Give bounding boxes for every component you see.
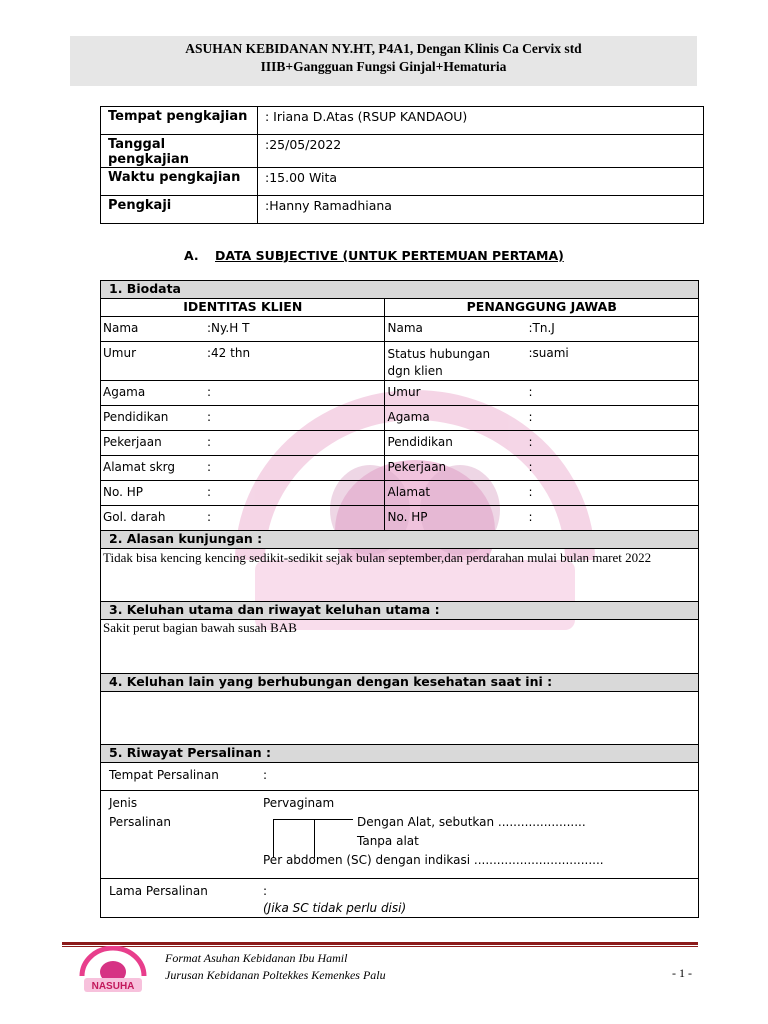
field-value: : — [528, 460, 533, 474]
jenis-label-2: Persalinan — [109, 815, 171, 829]
field-label: Nama — [103, 321, 139, 335]
info-label: Waktu pengkajian — [101, 168, 258, 196]
keluhan-utama-header: 3. Keluhan utama dan riwayat keluhan utama : — [101, 602, 699, 620]
field-label: Pendidikan — [387, 435, 453, 449]
alasan-text: Tidak bisa kencing kencing sedikit-sedikit sejak bulan september,dan perdarahan mulai bulan maret 2022 — [101, 549, 699, 602]
field-value: : — [528, 485, 533, 499]
biodata-table — [100, 280, 699, 918]
field-label: Nama — [387, 321, 423, 335]
logo-text: NASUHA — [91, 981, 135, 992]
title-line-2: IIIB+Gangguan Fungsi Ginjal+Hematuria — [260, 59, 507, 74]
title-line-1: ASUHAN KEBIDANAN NY.HT, P4A1, Dengan Klinis Ca Cervix std — [185, 41, 582, 56]
field-value: :Ny.H T — [207, 321, 250, 335]
opt-tanpa-alat: Tanpa alat — [357, 834, 419, 848]
info-label: Tanggal pengkajian — [101, 135, 258, 168]
field-label: Pekerjaan — [103, 435, 162, 449]
persalinan-header: 5. Riwayat Persalinan : — [101, 745, 699, 763]
alasan-header: 2. Alasan kunjungan : — [101, 531, 699, 549]
info-value: :Hanny Ramadhiana — [258, 196, 704, 224]
jenis-bracket-box — [273, 819, 315, 858]
lama-value: : — [263, 884, 268, 898]
info-value: :15.00 Wita — [258, 168, 704, 196]
keluhan-lain-text — [101, 692, 699, 745]
nasuha-logo-icon — [76, 946, 150, 998]
page-number: - 1 - — [672, 966, 692, 980]
info-label: Pengkaji — [101, 196, 258, 224]
field-label: Status hubungan dgn klien — [387, 347, 491, 378]
biodata-header: 1. Biodata — [101, 281, 699, 299]
jenis-bracket-line — [313, 819, 353, 820]
field-label: Gol. darah — [103, 510, 166, 524]
field-value: : — [207, 510, 212, 524]
section-a-heading — [184, 248, 564, 263]
tempat-value: : — [263, 768, 268, 782]
keluhan-lain-header: 4. Keluhan lain yang berhubungan dengan kesehatan saat ini : — [101, 674, 699, 692]
col-header-client: IDENTITAS KLIEN — [101, 299, 385, 317]
table-row — [101, 456, 699, 481]
field-label: Agama — [387, 410, 430, 424]
field-value: : — [207, 435, 212, 449]
info-row — [101, 196, 704, 224]
field-value: :Tn.J — [528, 321, 555, 335]
field-value: :suami — [528, 346, 569, 360]
keluhan-utama-text: Sakit perut bagian bawah susah BAB — [101, 620, 699, 674]
lama-label: Lama Persalinan — [109, 884, 208, 898]
col-header-guardian: PENANGGUNG JAWAB — [385, 299, 699, 317]
field-value: : — [207, 460, 212, 474]
info-row — [101, 135, 704, 168]
field-label: Agama — [103, 385, 146, 399]
field-value: : — [528, 510, 533, 524]
jenis-label: Jenis — [109, 796, 138, 810]
field-label: Alamat — [387, 485, 431, 499]
tempat-label: Tempat Persalinan — [109, 768, 219, 782]
table-row — [101, 317, 699, 342]
table-row — [101, 481, 699, 506]
footer-divider-thin — [62, 946, 698, 947]
opt-per-abdomen: Per abdomen (SC) dengan indikasi .................................. — [263, 853, 604, 867]
table-row — [101, 431, 699, 456]
assessment-info-table — [100, 106, 704, 224]
table-row — [101, 406, 699, 431]
table-row — [101, 342, 699, 381]
table-row — [101, 506, 699, 531]
field-label: No. HP — [103, 485, 143, 499]
field-value: : — [528, 435, 533, 449]
field-label: Alamat skrg — [103, 460, 175, 474]
field-value: : — [207, 385, 212, 399]
field-label: Pendidikan — [103, 410, 169, 424]
field-label: Umur — [103, 346, 137, 360]
field-label: No. HP — [387, 510, 428, 524]
table-row — [101, 381, 699, 406]
footer-line-2: Jurusan Kebidanan Poltekkes Kemenkes Palu — [165, 968, 386, 982]
info-label: Tempat pengkajian — [101, 107, 258, 135]
field-value: : — [528, 410, 533, 424]
footer-divider — [62, 942, 698, 945]
opt-pervaginam: Pervaginam — [263, 796, 335, 810]
info-row — [101, 107, 704, 135]
info-row — [101, 168, 704, 196]
field-value: :42 thn — [207, 346, 251, 360]
info-value: :25/05/2022 — [258, 135, 704, 168]
field-label: Pekerjaan — [387, 460, 447, 474]
document-title — [70, 36, 697, 86]
field-value: : — [528, 385, 533, 399]
field-value: : — [207, 485, 212, 499]
lama-note: (Jika SC tidak perlu disi) — [263, 901, 407, 915]
section-title: DATA SUBJECTIVE (UNTUK PERTEMUAN PERTAMA) — [215, 248, 564, 263]
footer-text — [165, 950, 386, 984]
field-value: : — [207, 410, 212, 424]
info-value: : Iriana D.Atas (RSUP KANDAOU) — [258, 107, 704, 135]
field-label: Umur — [387, 385, 421, 399]
section-number: A. — [184, 248, 199, 263]
footer-line-1: Format Asuhan Kebidanan Ibu Hamil — [165, 951, 348, 965]
opt-dengan-alat: Dengan Alat, sebutkan ....................... — [357, 815, 586, 829]
